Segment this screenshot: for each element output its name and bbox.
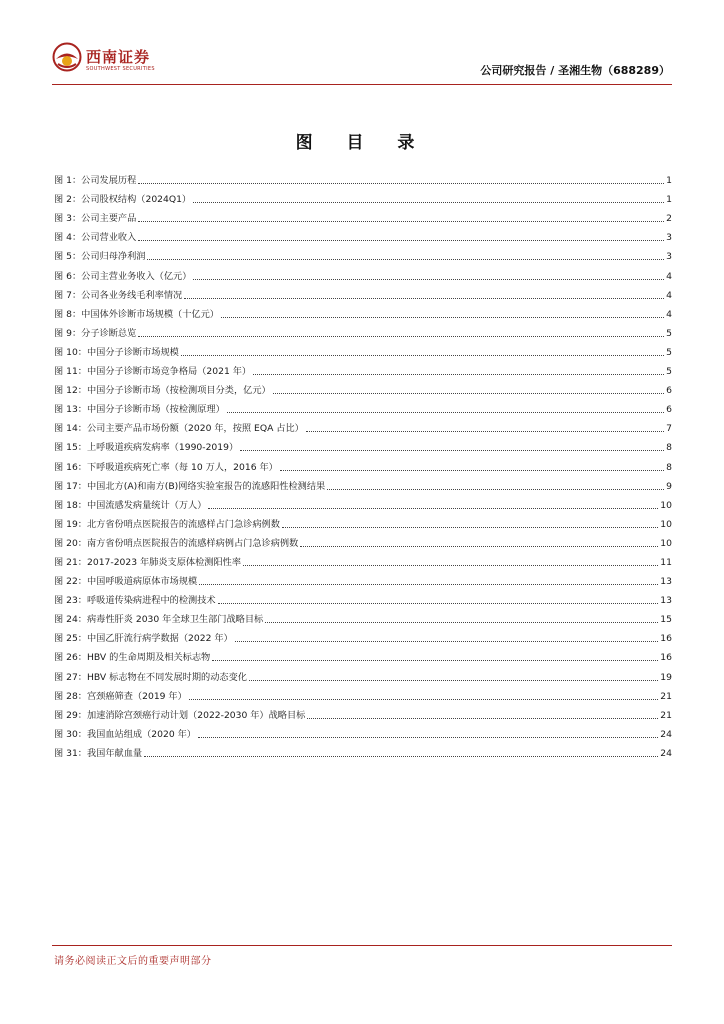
toc-dot-leader: [193, 202, 664, 203]
report-title: 公司研究报告 / 圣湘生物（688289）: [480, 64, 670, 77]
toc-entry-label: 图 16：: [54, 461, 87, 473]
toc-entry-label: 图 25：: [54, 633, 87, 645]
toc-entry-page-number: 4: [666, 289, 672, 301]
toc-entry-page-number: 2: [666, 213, 672, 225]
toc-entry[interactable]: [54, 512, 672, 531]
toc-entry-page-number: 11: [660, 556, 672, 568]
toc-entry-label: 图 27：: [54, 671, 87, 683]
toc-entry-label: 图 23：: [54, 595, 87, 607]
toc-entry-title: 病毒性肝炎 2030 年全球卫生部门战略目标: [87, 614, 264, 626]
toc-heading: 图 目 录: [295, 133, 429, 153]
toc-entry[interactable]: [54, 684, 672, 703]
toc-entry-title: 呼吸道传染病进程中的检测技术: [87, 595, 216, 607]
toc-dot-leader: [181, 355, 664, 356]
logo-text-cn: 西南证券: [86, 48, 151, 66]
toc-dot-leader: [235, 641, 659, 642]
toc-entry-label: 图 14：: [54, 423, 87, 435]
toc-dot-leader: [147, 259, 664, 260]
toc-entry[interactable]: [54, 244, 672, 263]
toc-dot-leader: [265, 622, 658, 623]
logo-text-en: SOUTHWEST SECURITIES: [86, 66, 155, 72]
toc-entry-label: 图 10：: [54, 346, 87, 358]
toc-entry-page-number: 15: [660, 614, 672, 626]
toc-entry[interactable]: [54, 206, 672, 225]
toc-entry-label: 图 28：: [54, 690, 87, 702]
toc-dot-leader: [138, 183, 664, 184]
toc-entry-label: 图 13：: [54, 404, 87, 416]
toc-entry-label: 图 15：: [54, 442, 87, 454]
toc-entry-title: 中国流感发病量统计（万人）: [87, 499, 207, 511]
toc-dot-leader: [327, 489, 664, 490]
toc-dot-leader: [282, 527, 658, 528]
toc-dot-leader: [273, 393, 664, 394]
toc-entry[interactable]: [54, 722, 672, 741]
toc-entry-page-number: 8: [666, 461, 672, 473]
toc-entry-title: 2017-2023 年肺炎支原体检测阳性率: [87, 556, 242, 568]
toc-dot-leader: [221, 317, 664, 318]
toc-dot-leader: [138, 221, 664, 222]
toc-entry-page-number: 21: [660, 690, 672, 702]
toc-entry-page-number: 24: [660, 747, 672, 759]
toc-entry-title: HBV 的生命周期及相关标志物: [87, 652, 211, 664]
toc-entry[interactable]: [54, 454, 672, 473]
toc-entry[interactable]: [54, 225, 672, 244]
toc-entry-title: 中国分子诊断市场（按检测项目分类，亿元）: [87, 385, 271, 397]
toc-dot-leader: [227, 412, 664, 413]
toc-entry-title: 公司主要产品市场份额（2020 年，按照 EQA 占比）: [87, 423, 304, 435]
toc-entry-label: 图 17：: [54, 480, 87, 492]
toc-entry-label: 图 6：: [54, 270, 82, 282]
toc-entry[interactable]: [54, 435, 672, 454]
toc-entry[interactable]: [54, 302, 672, 321]
toc-dot-leader: [212, 660, 658, 661]
toc-entry-label: 图 24：: [54, 614, 87, 626]
toc-dot-leader: [198, 737, 658, 738]
toc-entry[interactable]: [54, 741, 672, 760]
toc-entry-title: 我国年献血量: [87, 747, 143, 759]
toc-dot-leader: [249, 680, 658, 681]
toc-entry-page-number: 1: [666, 194, 672, 206]
toc-entry-page-number: 5: [666, 327, 672, 339]
toc-dot-leader: [300, 546, 658, 547]
toc-entry-page-number: 19: [660, 671, 672, 683]
company-logo: [52, 42, 212, 78]
toc-entry[interactable]: [54, 607, 672, 626]
toc-dot-leader: [138, 240, 664, 241]
toc-entry[interactable]: [54, 378, 672, 397]
toc-entry-page-number: 6: [666, 385, 672, 397]
toc-dot-leader: [193, 279, 664, 280]
toc-entry-title: 公司营业收入: [81, 232, 137, 244]
toc-dot-leader: [138, 336, 664, 337]
toc-entry-label: 图 12：: [54, 385, 87, 397]
toc-dot-leader: [307, 718, 658, 719]
toc-entry-title: 上呼吸道疾病发病率（1990-2019）: [87, 442, 239, 454]
toc-entry-label: 图 3：: [54, 213, 82, 225]
toc-entry-title: 宫颈癌筛查（2019 年）: [87, 690, 187, 702]
toc-entry-title: 公司归母净利润: [81, 251, 146, 263]
toc-entry[interactable]: [54, 664, 672, 683]
toc-dot-leader: [240, 450, 664, 451]
toc-entry-title: 南方省份哨点医院报告的流感样病例占门急诊病例数: [87, 537, 299, 549]
logo-emblem-icon: [52, 42, 82, 72]
toc-entry[interactable]: [54, 493, 672, 512]
toc-entry-title: 中国分子诊断市场（按检测原理）: [87, 404, 225, 416]
toc-entry[interactable]: [54, 283, 672, 302]
toc-dot-leader: [243, 565, 658, 566]
page-header: [52, 40, 672, 85]
toc-entry-title: 北方省份哨点医院报告的流感样占门急诊病例数: [87, 518, 280, 530]
toc-entry-label: 图 21：: [54, 556, 87, 568]
toc-entry-label: 图 19：: [54, 518, 87, 530]
toc-entry-page-number: 10: [660, 537, 672, 549]
toc-entry-page-number: 10: [660, 499, 672, 511]
toc-dot-leader: [144, 756, 658, 757]
toc-dot-leader: [208, 508, 658, 509]
toc-entry-label: 图 5：: [54, 251, 82, 263]
toc-entry[interactable]: [54, 397, 672, 416]
toc-entry-title: 中国分子诊断市场竞争格局（2021 年）: [87, 366, 252, 378]
toc-entry-label: 图 8：: [54, 308, 82, 320]
toc-entry-page-number: 24: [660, 728, 672, 740]
toc-entry-page-number: 7: [666, 423, 672, 435]
footer-divider: [52, 945, 672, 946]
toc-entry-page-number: 4: [666, 308, 672, 320]
toc-dot-leader: [184, 298, 664, 299]
toc-entry-page-number: 8: [666, 442, 672, 454]
toc-entry-title: 中国北方(A)和南方(B)网络实验室报告的流感阳性检测结果: [87, 480, 326, 492]
toc-entry-label: 图 22：: [54, 576, 87, 588]
toc-entry-page-number: 5: [666, 346, 672, 358]
toc-entry-label: 图 26：: [54, 652, 87, 664]
toc-entry-label: 图 1：: [54, 175, 82, 187]
toc-entry-page-number: 3: [666, 251, 672, 263]
toc-entry[interactable]: [54, 569, 672, 588]
toc-entry[interactable]: [54, 474, 672, 493]
toc-dot-leader: [306, 431, 664, 432]
toc-entry-title: 公司各业务线毛利率情况: [81, 289, 183, 301]
toc-entry-page-number: 16: [660, 652, 672, 664]
toc-entry-title: 加速消除宫颈癌行动计划（2022-2030 年）战略目标: [87, 709, 306, 721]
toc-entry-page-number: 1: [666, 175, 672, 187]
toc-entry-title: 中国体外诊断市场规模（十亿元）: [81, 308, 219, 320]
toc-entry-title: 公司发展历程: [81, 175, 137, 187]
toc-entry[interactable]: [54, 340, 672, 359]
toc-entry[interactable]: [54, 645, 672, 664]
toc-dot-leader: [280, 470, 664, 471]
toc-dot-leader: [253, 374, 664, 375]
toc-entry-title: 公司股权结构（2024Q1）: [81, 194, 192, 206]
toc-entry-label: 图 9：: [54, 327, 82, 339]
toc-entry-label: 图 7：: [54, 289, 82, 301]
toc-entry-title: 中国呼吸道病原体市场规模: [87, 576, 198, 588]
figure-list: [54, 168, 672, 760]
toc-entry-label: 图 2：: [54, 194, 82, 206]
toc-entry-label: 图 31：: [54, 747, 87, 759]
toc-dot-leader: [218, 603, 659, 604]
toc-entry[interactable]: [54, 626, 672, 645]
toc-entry[interactable]: [54, 550, 672, 569]
toc-entry-title: HBV 标志物在不同发展时期的动态变化: [87, 671, 247, 683]
toc-entry[interactable]: [54, 263, 672, 282]
toc-entry[interactable]: [54, 187, 672, 206]
toc-entry[interactable]: [54, 703, 672, 722]
toc-entry-page-number: 5: [666, 366, 672, 378]
toc-entry-label: 图 20：: [54, 537, 87, 549]
toc-entry-label: 图 4：: [54, 232, 82, 244]
toc-entry-page-number: 13: [660, 576, 672, 588]
toc-entry-page-number: 21: [660, 709, 672, 721]
toc-entry-title: 中国分子诊断市场规模: [87, 346, 179, 358]
toc-entry[interactable]: [54, 321, 672, 340]
toc-entry-label: 图 30：: [54, 728, 87, 740]
toc-entry[interactable]: [54, 168, 672, 187]
toc-entry-title: 我国血站组成（2020 年）: [87, 728, 196, 740]
toc-entry-page-number: 10: [660, 518, 672, 530]
toc-entry-page-number: 13: [660, 595, 672, 607]
toc-entry-title: 公司主要产品: [81, 213, 137, 225]
toc-entry-label: 图 29：: [54, 709, 87, 721]
toc-entry-page-number: 16: [660, 633, 672, 645]
toc-entry-page-number: 6: [666, 404, 672, 416]
toc-entry-title: 分子诊断总览: [81, 327, 137, 339]
toc-entry[interactable]: [54, 531, 672, 550]
toc-entry[interactable]: [54, 359, 672, 378]
footer-disclaimer: 请务必阅读正文后的重要声明部分: [54, 956, 212, 967]
toc-entry[interactable]: [54, 588, 672, 607]
toc-entry-title: 中国乙肝流行病学数据（2022 年）: [87, 633, 233, 645]
toc-entry-page-number: 4: [666, 270, 672, 282]
toc-entry-page-number: 9: [666, 480, 672, 492]
toc-entry-label: 图 18：: [54, 499, 87, 511]
toc-dot-leader: [199, 584, 658, 585]
toc-entry-label: 图 11：: [54, 366, 87, 378]
toc-dot-leader: [189, 699, 658, 700]
toc-entry-page-number: 3: [666, 232, 672, 244]
toc-entry-title: 下呼吸道疾病死亡率（每 10 万人，2016 年）: [87, 461, 278, 473]
toc-entry[interactable]: [54, 416, 672, 435]
toc-entry-title: 公司主营业务收入（亿元）: [81, 270, 192, 282]
